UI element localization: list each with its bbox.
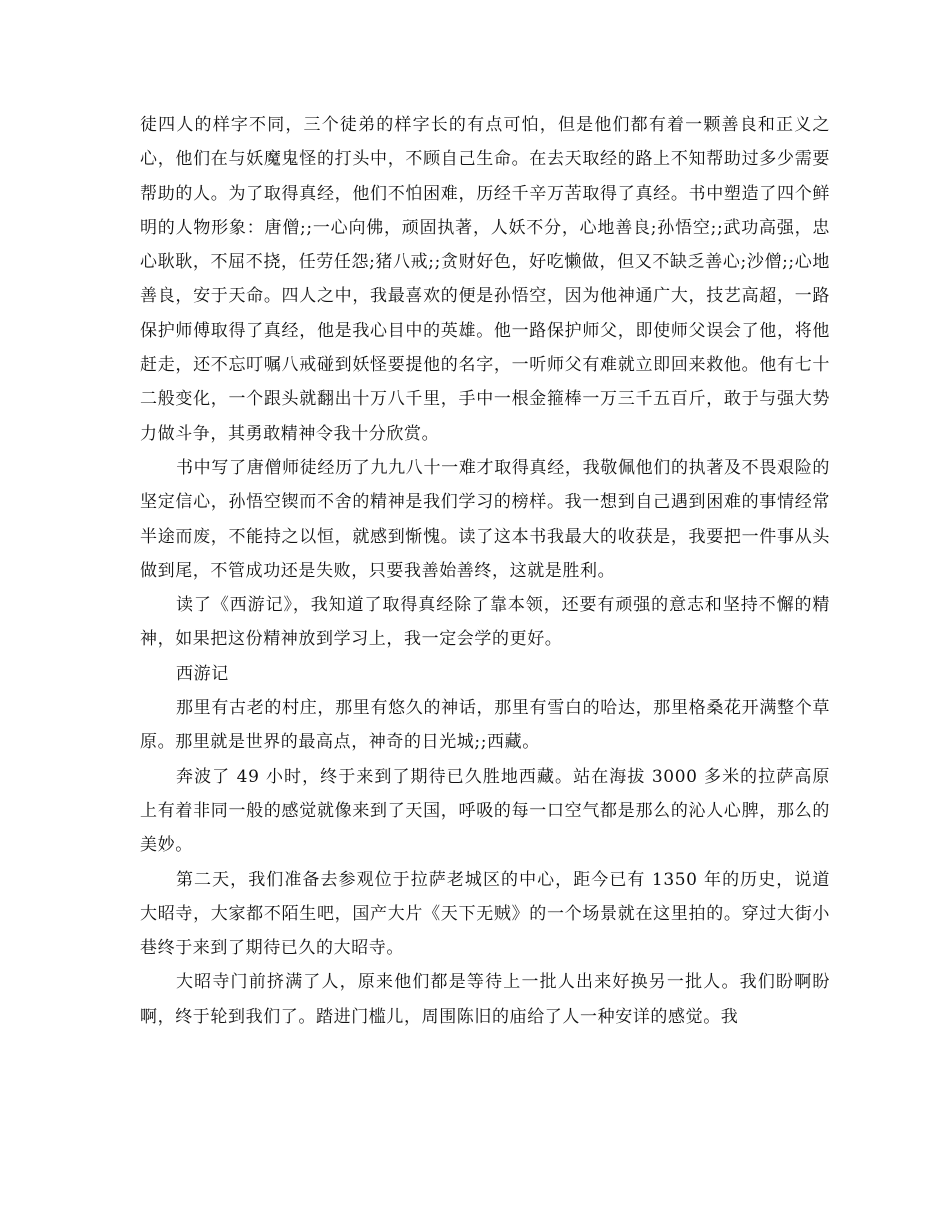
section-heading: 西游记 [176,663,229,684]
paragraph-continuation: 徒四人的样字不同，三个徒弟的样字长的有点可怕，但是他们都有着一颗善良和正义之心，他们在与妖魔鬼怪的打头中，不顾自己生命。在去天取经的路上不知帮助过多少需要帮助的人。为了取得真经，他们不怕困难，历经千辛万苦取得了真经。书中塑造了四个鲜明的人物形象：唐僧;;一心向佛，顽固执著，人妖不分，心地善良;孙悟空;;武功高强，忠心耿耿，不屈不挠，任劳任怨;猪八戒;;贪财好色，好吃懒做，但又不缺乏善心;沙僧;;心地善良，安于天命。四人之中，我最喜欢的便是孙悟空，因为他神通广大，技艺高超，一路保护师傅取得了真经，他是我心目中的英雄。他一路保护师父，即使师父误会了他，将他赶走，还不忘叮嘱八戒碰到妖怪要提他的名字，一听师父有难就立即回来救他。他有七十二般变化，一个跟头就翻出十万八千里，手中一根金箍棒一万三千五百斤，敢于与强大势力做斗争，其勇敢精神令我十分欣赏。 [140,115,830,444]
paragraph-jokhang: 第二天，我们准备去参观位于拉萨老城区的中心，距今已有 1350 年的历史，说道大昭寺，大家都不陌生吧，国产大片《天下无贼》的一个场景就在这里拍的。穿过大街小巷终于来到了期待已久的大昭寺。 [140,869,830,959]
paragraph-temple-visit: 大昭寺门前挤满了人，原来他们都是等待上一批人出来好换另一批人。我们盼啊盼啊，终于轮到我们了。踏进门槛儿，周围陈旧的庙给了人一种安详的感觉。我 [140,972,830,1027]
paragraph-arrival: 奔波了 49 小时，终于来到了期待已久胜地西藏。站在海拔 3000 多米的拉萨高原上有着非同一般的感觉就像来到了天国，呼吸的每一口空气都是那么的沁人心脾，那么的美妙。 [140,766,830,856]
document-body [140,108,830,1034]
paragraph-reflection: 书中写了唐僧师徒经历了九九八十一难才取得真经，我敬佩他们的执著及不畏艰险的坚定信心，孙悟空锲而不舍的精神是我们学习的榜样。我一想到自己遇到困难的事情经常半途而废，不能持之以恒，就感到惭愧。读了这本书我最大的收获是，我要把一件事从头做到尾，不管成功还是失败，只要我善始善终，这就是胜利。 [140,457,830,581]
paragraph-tibet-intro: 那里有古老的村庄，那里有悠久的神话，那里有雪白的哈达，那里格桑花开满整个草原。那里就是世界的最高点，神奇的日光城;;西藏。 [140,698,830,753]
paragraph-conclusion: 读了《西游记》，我知道了取得真经除了靠本领，还要有顽强的意志和坚持不懈的精神，如果把这份精神放到学习上，我一定会学的更好。 [140,595,830,650]
